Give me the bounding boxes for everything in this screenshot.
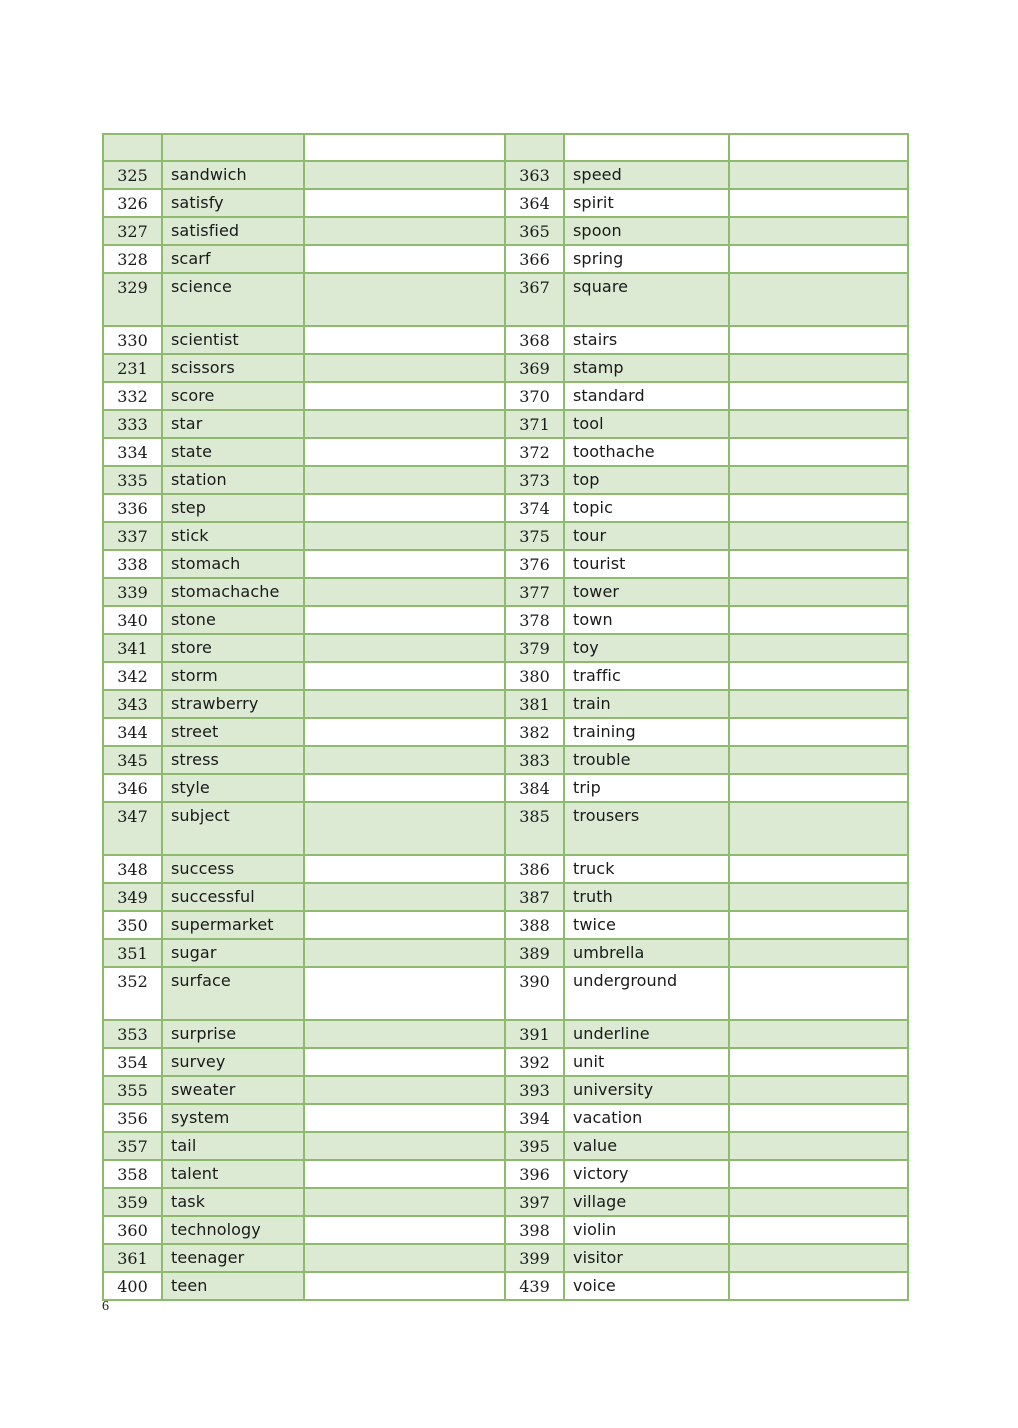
blank-cell-right bbox=[729, 939, 908, 967]
blank-cell-left bbox=[304, 217, 505, 245]
blank-cell-right bbox=[729, 410, 908, 438]
word-cell-right: tour bbox=[564, 522, 729, 550]
number-cell-left: 332 bbox=[103, 382, 162, 410]
word-cell-right: trouble bbox=[564, 746, 729, 774]
number-cell-right: 439 bbox=[505, 1272, 564, 1300]
blank-cell-left bbox=[304, 911, 505, 939]
table-row bbox=[103, 382, 908, 410]
table-row bbox=[103, 466, 908, 494]
number-cell-left: 349 bbox=[103, 883, 162, 911]
word-cell-right: town bbox=[564, 606, 729, 634]
number-cell-left: 339 bbox=[103, 578, 162, 606]
blank-cell-right bbox=[729, 522, 908, 550]
table-row bbox=[103, 1244, 908, 1272]
number-cell-left: 361 bbox=[103, 1244, 162, 1272]
blank-cell-left bbox=[304, 161, 505, 189]
blank-cell-right bbox=[729, 550, 908, 578]
blank-cell-right bbox=[729, 1160, 908, 1188]
blank-cell-left bbox=[304, 326, 505, 354]
number-cell-right: 387 bbox=[505, 883, 564, 911]
word-cell-left: science bbox=[162, 273, 304, 326]
table-row bbox=[103, 1076, 908, 1104]
word-cell-right: victory bbox=[564, 1160, 729, 1188]
number-cell-right: 397 bbox=[505, 1188, 564, 1216]
number-cell-left: 355 bbox=[103, 1076, 162, 1104]
word-cell-left: survey bbox=[162, 1048, 304, 1076]
blank-cell-right bbox=[729, 1132, 908, 1160]
word-cell-left: scissors bbox=[162, 354, 304, 382]
word-cell-left: scientist bbox=[162, 326, 304, 354]
header-cell-word-left bbox=[162, 134, 304, 161]
number-cell-right: 383 bbox=[505, 746, 564, 774]
word-cell-left: score bbox=[162, 382, 304, 410]
blank-cell-left bbox=[304, 1048, 505, 1076]
word-cell-left: technology bbox=[162, 1216, 304, 1244]
word-cell-left: tail bbox=[162, 1132, 304, 1160]
blank-cell-right bbox=[729, 662, 908, 690]
number-cell-right: 390 bbox=[505, 967, 564, 1020]
number-cell-right: 382 bbox=[505, 718, 564, 746]
table-row bbox=[103, 1160, 908, 1188]
table-row bbox=[103, 578, 908, 606]
blank-cell-right bbox=[729, 802, 908, 855]
word-cell-right: toy bbox=[564, 634, 729, 662]
blank-cell-left bbox=[304, 522, 505, 550]
number-cell-left: 330 bbox=[103, 326, 162, 354]
blank-cell-left bbox=[304, 718, 505, 746]
blank-cell-right bbox=[729, 1104, 908, 1132]
word-cell-right: standard bbox=[564, 382, 729, 410]
word-cell-right: spirit bbox=[564, 189, 729, 217]
table-row bbox=[103, 189, 908, 217]
header-cell-number-right bbox=[505, 134, 564, 161]
number-cell-right: 372 bbox=[505, 438, 564, 466]
word-cell-right: underground bbox=[564, 967, 729, 1020]
word-cell-left: surface bbox=[162, 967, 304, 1020]
number-cell-right: 368 bbox=[505, 326, 564, 354]
table-row bbox=[103, 245, 908, 273]
table-row bbox=[103, 967, 908, 1020]
number-cell-right: 373 bbox=[505, 466, 564, 494]
word-cell-left: teenager bbox=[162, 1244, 304, 1272]
number-cell-right: 388 bbox=[505, 911, 564, 939]
number-cell-left: 350 bbox=[103, 911, 162, 939]
number-cell-right: 375 bbox=[505, 522, 564, 550]
word-cell-left: stomachache bbox=[162, 578, 304, 606]
blank-cell-right bbox=[729, 217, 908, 245]
number-cell-right: 363 bbox=[505, 161, 564, 189]
table-row bbox=[103, 634, 908, 662]
word-cell-right: speed bbox=[564, 161, 729, 189]
number-cell-right: 366 bbox=[505, 245, 564, 273]
word-cell-right: umbrella bbox=[564, 939, 729, 967]
blank-cell-right bbox=[729, 1076, 908, 1104]
blank-cell-left bbox=[304, 1104, 505, 1132]
number-cell-right: 371 bbox=[505, 410, 564, 438]
table-row bbox=[103, 1216, 908, 1244]
blank-cell-right bbox=[729, 245, 908, 273]
table-row bbox=[103, 939, 908, 967]
word-cell-left: scarf bbox=[162, 245, 304, 273]
word-cell-right: truck bbox=[564, 855, 729, 883]
blank-cell-right bbox=[729, 634, 908, 662]
blank-cell-right bbox=[729, 911, 908, 939]
blank-cell-left bbox=[304, 494, 505, 522]
number-cell-left: 358 bbox=[103, 1160, 162, 1188]
table-row bbox=[103, 1272, 908, 1300]
number-cell-left: 231 bbox=[103, 354, 162, 382]
table-header-row bbox=[103, 134, 908, 161]
word-cell-left: strawberry bbox=[162, 690, 304, 718]
word-cell-right: toothache bbox=[564, 438, 729, 466]
word-cell-right: stairs bbox=[564, 326, 729, 354]
blank-cell-left bbox=[304, 245, 505, 273]
blank-cell-left bbox=[304, 578, 505, 606]
number-cell-left: 333 bbox=[103, 410, 162, 438]
number-cell-left: 348 bbox=[103, 855, 162, 883]
table-row bbox=[103, 410, 908, 438]
number-cell-right: 369 bbox=[505, 354, 564, 382]
number-cell-left: 328 bbox=[103, 245, 162, 273]
number-cell-left: 342 bbox=[103, 662, 162, 690]
blank-cell-left bbox=[304, 690, 505, 718]
word-cell-right: topic bbox=[564, 494, 729, 522]
blank-cell-left bbox=[304, 606, 505, 634]
blank-cell-right bbox=[729, 1216, 908, 1244]
blank-cell-right bbox=[729, 1272, 908, 1300]
blank-cell-left bbox=[304, 662, 505, 690]
number-cell-right: 376 bbox=[505, 550, 564, 578]
word-cell-left: supermarket bbox=[162, 911, 304, 939]
word-cell-right: tower bbox=[564, 578, 729, 606]
blank-cell-left bbox=[304, 1132, 505, 1160]
word-cell-right: trousers bbox=[564, 802, 729, 855]
number-cell-left: 341 bbox=[103, 634, 162, 662]
header-cell-blank-left bbox=[304, 134, 505, 161]
word-cell-right: spring bbox=[564, 245, 729, 273]
number-cell-left: 400 bbox=[103, 1272, 162, 1300]
number-cell-right: 381 bbox=[505, 690, 564, 718]
blank-cell-right bbox=[729, 494, 908, 522]
word-cell-right: underline bbox=[564, 1020, 729, 1048]
word-cell-left: sweater bbox=[162, 1076, 304, 1104]
word-cell-left: step bbox=[162, 494, 304, 522]
table-row bbox=[103, 911, 908, 939]
number-cell-left: 334 bbox=[103, 438, 162, 466]
word-cell-right: voice bbox=[564, 1272, 729, 1300]
number-cell-right: 374 bbox=[505, 494, 564, 522]
blank-cell-left bbox=[304, 883, 505, 911]
table-row bbox=[103, 326, 908, 354]
table-row bbox=[103, 774, 908, 802]
number-cell-right: 398 bbox=[505, 1216, 564, 1244]
blank-cell-right bbox=[729, 855, 908, 883]
blank-cell-right bbox=[729, 382, 908, 410]
word-cell-left: stone bbox=[162, 606, 304, 634]
blank-cell-right bbox=[729, 774, 908, 802]
word-cell-right: top bbox=[564, 466, 729, 494]
number-cell-left: 344 bbox=[103, 718, 162, 746]
word-cell-right: traffic bbox=[564, 662, 729, 690]
table-row bbox=[103, 438, 908, 466]
number-cell-left: 351 bbox=[103, 939, 162, 967]
table-row bbox=[103, 1048, 908, 1076]
word-cell-right: violin bbox=[564, 1216, 729, 1244]
table-row bbox=[103, 802, 908, 855]
number-cell-left: 336 bbox=[103, 494, 162, 522]
blank-cell-left bbox=[304, 354, 505, 382]
number-cell-right: 399 bbox=[505, 1244, 564, 1272]
number-cell-left: 327 bbox=[103, 217, 162, 245]
word-cell-left: success bbox=[162, 855, 304, 883]
blank-cell-left bbox=[304, 939, 505, 967]
blank-cell-right bbox=[729, 746, 908, 774]
number-cell-right: 364 bbox=[505, 189, 564, 217]
word-cell-right: twice bbox=[564, 911, 729, 939]
table-row bbox=[103, 1020, 908, 1048]
blank-cell-left bbox=[304, 550, 505, 578]
word-cell-left: style bbox=[162, 774, 304, 802]
word-cell-left: street bbox=[162, 718, 304, 746]
number-cell-left: 326 bbox=[103, 189, 162, 217]
word-cell-left: sandwich bbox=[162, 161, 304, 189]
number-cell-left: 357 bbox=[103, 1132, 162, 1160]
blank-cell-right bbox=[729, 438, 908, 466]
number-cell-right: 396 bbox=[505, 1160, 564, 1188]
blank-cell-right bbox=[729, 189, 908, 217]
word-cell-left: satisfied bbox=[162, 217, 304, 245]
word-cell-right: tourist bbox=[564, 550, 729, 578]
number-cell-right: 391 bbox=[505, 1020, 564, 1048]
word-cell-right: vacation bbox=[564, 1104, 729, 1132]
word-cell-right: trip bbox=[564, 774, 729, 802]
number-cell-right: 389 bbox=[505, 939, 564, 967]
blank-cell-right bbox=[729, 1048, 908, 1076]
table-row bbox=[103, 550, 908, 578]
blank-cell-left bbox=[304, 634, 505, 662]
blank-cell-right bbox=[729, 718, 908, 746]
blank-cell-right bbox=[729, 161, 908, 189]
number-cell-right: 378 bbox=[505, 606, 564, 634]
number-cell-left: 359 bbox=[103, 1188, 162, 1216]
number-cell-right: 386 bbox=[505, 855, 564, 883]
number-cell-left: 343 bbox=[103, 690, 162, 718]
table-row bbox=[103, 883, 908, 911]
header-cell-number-left bbox=[103, 134, 162, 161]
blank-cell-right bbox=[729, 578, 908, 606]
blank-cell-left bbox=[304, 746, 505, 774]
table-row bbox=[103, 273, 908, 326]
number-cell-right: 367 bbox=[505, 273, 564, 326]
word-cell-left: sugar bbox=[162, 939, 304, 967]
blank-cell-right bbox=[729, 967, 908, 1020]
blank-cell-left bbox=[304, 774, 505, 802]
number-cell-left: 354 bbox=[103, 1048, 162, 1076]
blank-cell-left bbox=[304, 1076, 505, 1104]
word-cell-right: tool bbox=[564, 410, 729, 438]
number-cell-left: 335 bbox=[103, 466, 162, 494]
word-cell-left: system bbox=[162, 1104, 304, 1132]
number-cell-right: 393 bbox=[505, 1076, 564, 1104]
word-cell-left: surprise bbox=[162, 1020, 304, 1048]
word-cell-right: unit bbox=[564, 1048, 729, 1076]
number-cell-left: 345 bbox=[103, 746, 162, 774]
blank-cell-left bbox=[304, 466, 505, 494]
word-cell-right: training bbox=[564, 718, 729, 746]
blank-cell-left bbox=[304, 967, 505, 1020]
blank-cell-left bbox=[304, 1216, 505, 1244]
word-cell-left: satisfy bbox=[162, 189, 304, 217]
number-cell-left: 329 bbox=[103, 273, 162, 326]
table-row bbox=[103, 1132, 908, 1160]
word-cell-left: stick bbox=[162, 522, 304, 550]
table-row bbox=[103, 494, 908, 522]
table-row bbox=[103, 217, 908, 245]
number-cell-left: 337 bbox=[103, 522, 162, 550]
word-cell-right: stamp bbox=[564, 354, 729, 382]
blank-cell-left bbox=[304, 438, 505, 466]
blank-cell-right bbox=[729, 883, 908, 911]
blank-cell-left bbox=[304, 802, 505, 855]
number-cell-left: 356 bbox=[103, 1104, 162, 1132]
blank-cell-left bbox=[304, 410, 505, 438]
number-cell-right: 379 bbox=[505, 634, 564, 662]
number-cell-right: 380 bbox=[505, 662, 564, 690]
number-cell-right: 392 bbox=[505, 1048, 564, 1076]
blank-cell-left bbox=[304, 1244, 505, 1272]
number-cell-left: 360 bbox=[103, 1216, 162, 1244]
vocabulary-table bbox=[102, 133, 909, 1301]
word-cell-left: store bbox=[162, 634, 304, 662]
word-cell-right: university bbox=[564, 1076, 729, 1104]
word-cell-right: visitor bbox=[564, 1244, 729, 1272]
blank-cell-left bbox=[304, 1272, 505, 1300]
word-cell-right: value bbox=[564, 1132, 729, 1160]
blank-cell-left bbox=[304, 189, 505, 217]
blank-cell-right bbox=[729, 1020, 908, 1048]
word-cell-right: truth bbox=[564, 883, 729, 911]
number-cell-left: 347 bbox=[103, 802, 162, 855]
table-row bbox=[103, 1104, 908, 1132]
table-row bbox=[103, 606, 908, 634]
number-cell-left: 352 bbox=[103, 967, 162, 1020]
blank-cell-right bbox=[729, 690, 908, 718]
blank-cell-right bbox=[729, 1244, 908, 1272]
table-row bbox=[103, 522, 908, 550]
word-cell-left: state bbox=[162, 438, 304, 466]
word-cell-left: stomach bbox=[162, 550, 304, 578]
table-row bbox=[103, 690, 908, 718]
blank-cell-right bbox=[729, 606, 908, 634]
word-cell-left: task bbox=[162, 1188, 304, 1216]
word-cell-left: teen bbox=[162, 1272, 304, 1300]
table-row bbox=[103, 354, 908, 382]
table-row bbox=[103, 1188, 908, 1216]
word-cell-left: subject bbox=[162, 802, 304, 855]
number-cell-right: 394 bbox=[505, 1104, 564, 1132]
header-cell-blank-right bbox=[729, 134, 908, 161]
number-cell-left: 353 bbox=[103, 1020, 162, 1048]
blank-cell-left bbox=[304, 1020, 505, 1048]
page-number: 6 bbox=[102, 1299, 109, 1314]
number-cell-right: 384 bbox=[505, 774, 564, 802]
blank-cell-right bbox=[729, 466, 908, 494]
number-cell-left: 340 bbox=[103, 606, 162, 634]
word-cell-left: successful bbox=[162, 883, 304, 911]
table-row bbox=[103, 662, 908, 690]
number-cell-right: 370 bbox=[505, 382, 564, 410]
table-row bbox=[103, 718, 908, 746]
word-cell-left: station bbox=[162, 466, 304, 494]
word-cell-right: train bbox=[564, 690, 729, 718]
number-cell-right: 385 bbox=[505, 802, 564, 855]
number-cell-left: 346 bbox=[103, 774, 162, 802]
word-cell-left: talent bbox=[162, 1160, 304, 1188]
number-cell-right: 395 bbox=[505, 1132, 564, 1160]
blank-cell-right bbox=[729, 1188, 908, 1216]
header-cell-word-right bbox=[564, 134, 729, 161]
blank-cell-right bbox=[729, 273, 908, 326]
word-cell-left: star bbox=[162, 410, 304, 438]
word-cell-right: village bbox=[564, 1188, 729, 1216]
blank-cell-right bbox=[729, 326, 908, 354]
number-cell-left: 325 bbox=[103, 161, 162, 189]
blank-cell-right bbox=[729, 354, 908, 382]
table-row bbox=[103, 746, 908, 774]
blank-cell-left bbox=[304, 1188, 505, 1216]
blank-cell-left bbox=[304, 382, 505, 410]
table-row bbox=[103, 855, 908, 883]
blank-cell-left bbox=[304, 1160, 505, 1188]
word-cell-left: stress bbox=[162, 746, 304, 774]
number-cell-right: 377 bbox=[505, 578, 564, 606]
number-cell-left: 338 bbox=[103, 550, 162, 578]
blank-cell-left bbox=[304, 855, 505, 883]
blank-cell-left bbox=[304, 273, 505, 326]
word-cell-right: spoon bbox=[564, 217, 729, 245]
word-cell-left: storm bbox=[162, 662, 304, 690]
table-row bbox=[103, 161, 908, 189]
word-cell-right: square bbox=[564, 273, 729, 326]
number-cell-right: 365 bbox=[505, 217, 564, 245]
